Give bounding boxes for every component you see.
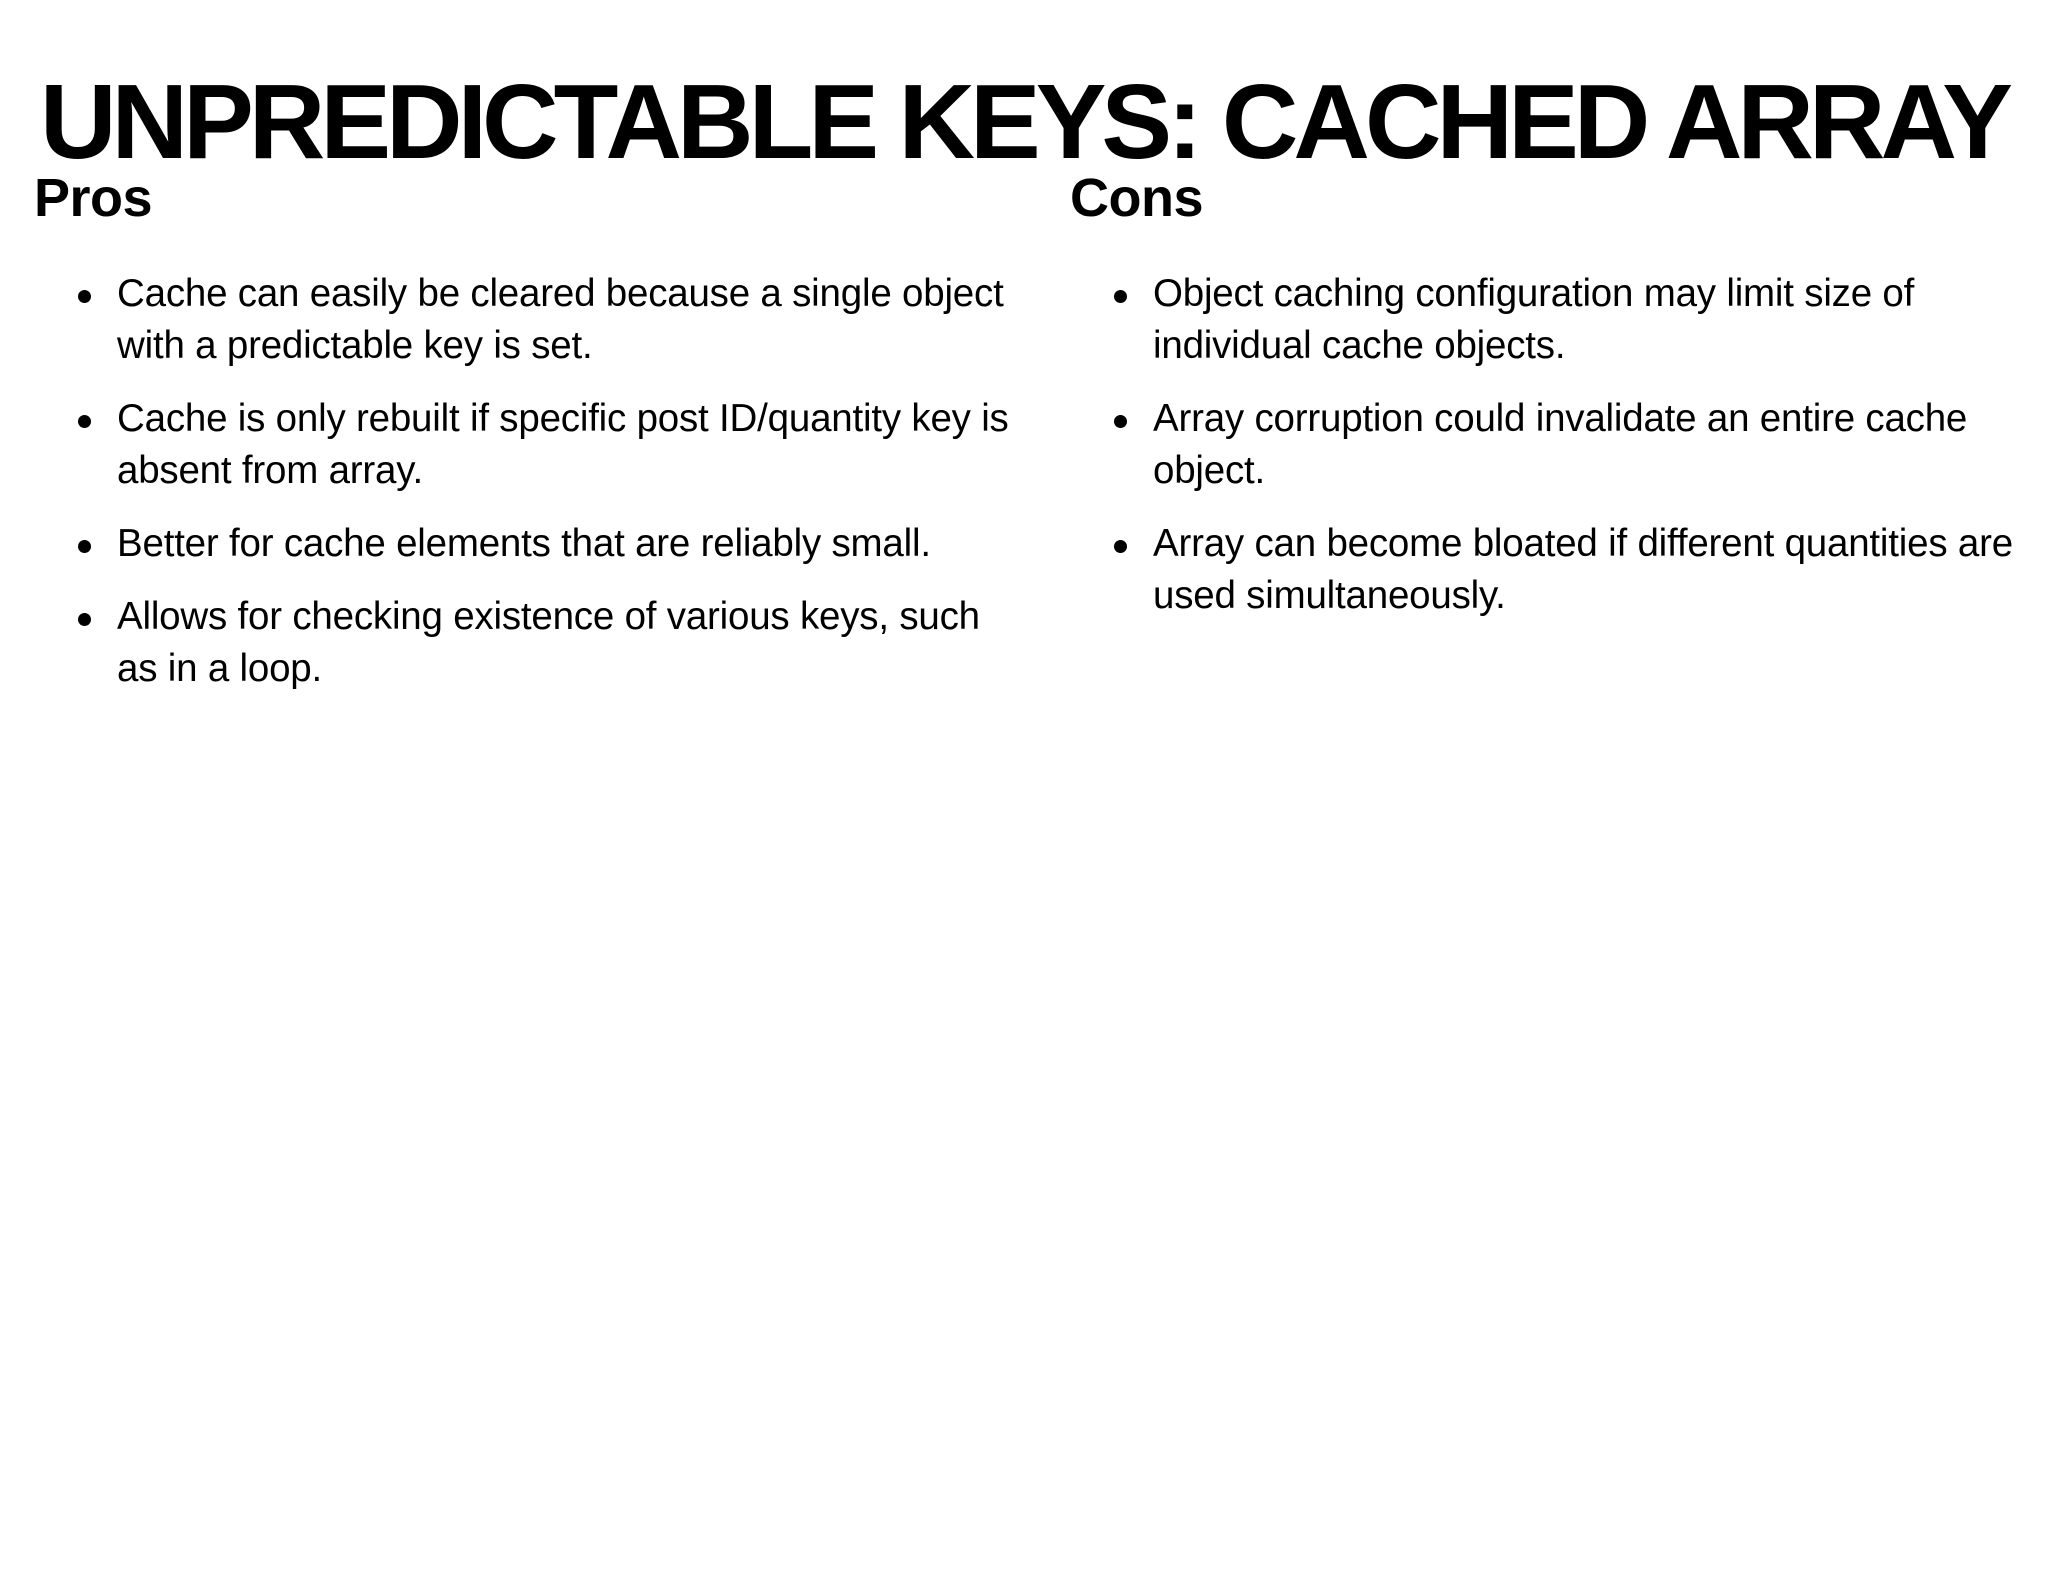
bullet-dot-icon [1114,415,1127,428]
cons-list-item [1070,268,2033,372]
cons-list [1070,268,2030,622]
pros-column [34,164,1014,716]
pros-item-text: Cache can easily be cleared because a single object with a predictable key is set. [117,272,1004,367]
cons-item-text: Object caching configuration may limit size of individual cache objects. [1153,272,1915,367]
pros-item-text: Better for cache elements that are reliably small. [117,522,931,565]
cons-heading: Cons [1070,168,1203,228]
pros-item-text: Cache is only rebuilt if specific post ID/quantity key is absent from array. [117,397,1009,492]
bullet-dot-icon [1114,540,1127,553]
pros-list-item [34,591,1017,695]
pros-list-item [34,393,1017,497]
bullet-dot-icon [78,613,91,626]
bullet-dot-icon [1114,290,1127,303]
pros-heading: Pros [34,168,153,228]
cons-column [1070,164,2030,643]
cons-list-item [1070,518,2033,622]
cons-item-text: Array corruption could invalidate an entire cache object. [1153,397,1968,492]
pros-list-item [34,268,1017,372]
bullet-dot-icon [78,540,91,553]
pros-list [34,268,1014,695]
slide-title: UNPREDICTABLE KEYS: CACHED ARRAY [39,63,2009,181]
pros-item-text: Allows for checking existence of various keys, such as in a loop. [117,595,980,690]
cons-list-item [1070,393,2033,497]
cons-item-text: Array can become bloated if different quantities are used simultaneously. [1153,522,2013,617]
bullet-dot-icon [78,415,91,428]
pros-list-item [34,518,1017,570]
bullet-dot-icon [78,290,91,303]
